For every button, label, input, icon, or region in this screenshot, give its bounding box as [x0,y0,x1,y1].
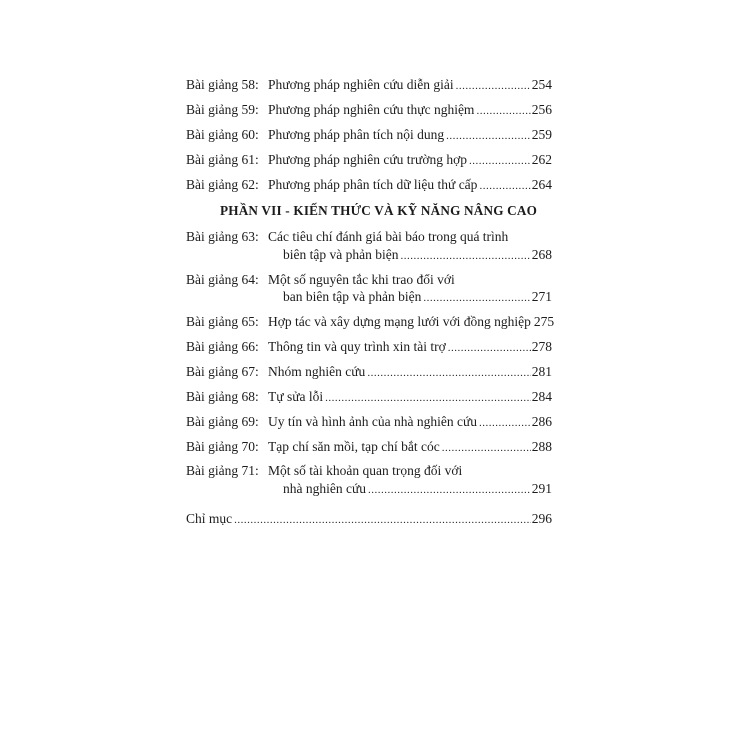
index-title: Chỉ mục [186,510,233,526]
dot-leader [366,482,531,500]
page-number: 284 [531,388,552,404]
lecture-label: Bài giảng 68: [186,388,259,404]
toc-entry-index [186,510,552,530]
lecture-title: Phương pháp nghiên cứu trường hợp [268,151,467,167]
toc-entry-63 [186,228,552,265]
lecture-title: Hợp tác và xây dựng mạng lưới với đồng nghiệp [268,314,531,330]
lecture-label: Bài giảng 62: [186,176,259,192]
dot-leader [421,290,530,308]
toc-entry-62 [186,176,552,196]
lecture-title: Phương pháp nghiên cứu diễn giải [268,77,454,92]
toc-entry-69 [186,413,552,433]
dot-leader [446,340,531,358]
dot-leader [323,390,531,408]
toc-entry-66 [186,338,552,358]
lecture-title: Uy tín và hình ảnh của nhà nghiên cứu [268,413,478,429]
toc-entry-68 [186,388,552,408]
page-number: 259 [531,126,552,142]
lecture-label: Bài giảng 65: [186,314,259,330]
page-number: 262 [531,151,552,167]
section-heading-part-7: PHẦN VII - KIẾN THỨC VÀ KỸ NĂNG NÂNG CAO [220,203,538,219]
lecture-title-line-1: Một số nguyên tắc khi trao đổi với [268,271,455,287]
dot-leader [398,248,530,266]
lecture-label: Bài giảng 66: [186,339,259,355]
lecture-title-line-2: ban biên tập và phản biện [283,289,422,305]
toc-entry-61 [186,151,552,171]
page-number: 264 [531,176,552,192]
lecture-title: Phương pháp nghiên cứu thực nghiệm [268,101,475,117]
lecture-label: Bài giảng 71: [186,463,259,479]
page-number: 296 [531,510,552,526]
dot-leader [232,512,531,530]
page-number: 288 [531,438,552,454]
table-of-contents [186,76,555,535]
lecture-title-line-1: Một số tài khoản quan trọng đối với [268,463,463,479]
page-number: 278 [531,339,552,355]
toc-entry-67 [186,363,552,383]
page-number: 271 [531,289,552,305]
lecture-title: Tự sửa lỗi [268,388,324,404]
lecture-title-line-1: Các tiêu chí đánh giá bài báo trong quá trình [268,229,509,245]
lecture-title-line-2: biên tập và phản biện [283,246,399,262]
lecture-label: Bài giảng 67: [186,363,259,379]
lecture-label: Bài giảng 58: [186,77,259,92]
page-number: 256 [531,101,552,117]
lecture-label: Bài giảng 64: [186,271,259,287]
lecture-title: Tạp chí săn mồi, tạp chí bắt cóc [268,438,440,454]
dot-leader [454,78,531,96]
toc-entry-71 [186,462,552,499]
toc-entry-64 [186,271,552,308]
dot-leader [477,415,531,433]
dot-leader [477,178,530,196]
page-number: 268 [531,246,552,262]
toc-entry-59 [186,101,552,121]
dot-leader [467,153,531,171]
lecture-title: Phương pháp phân tích dữ liệu thứ cấp [268,176,478,192]
toc-entry-70 [186,438,552,458]
lecture-label: Bài giảng 59: [186,101,259,117]
toc-entry-65 [186,313,555,333]
page-number: 286 [531,413,552,429]
dot-leader [440,440,531,458]
lecture-label: Bài giảng 70: [186,438,259,454]
page-number: 275 [533,314,555,330]
lecture-title: Phương pháp phân tích nội dung [268,126,445,142]
lecture-label: Bài giảng 60: [186,126,259,142]
lecture-title: Thông tin và quy trình xin tài trợ [268,339,446,355]
page-number: 254 [531,77,552,92]
page-number: 291 [531,481,552,497]
dot-leader [474,103,530,121]
dot-leader [365,365,530,383]
lecture-label: Bài giảng 61: [186,151,259,167]
lecture-label: Bài giảng 63: [186,229,259,245]
page-number: 281 [531,363,552,379]
toc-entry-60 [186,126,552,146]
dot-leader [444,128,531,146]
lecture-title: Nhóm nghiên cứu [268,363,366,379]
lecture-title-line-2: nhà nghiên cứu [283,481,367,497]
toc-entry-58 [186,76,552,96]
lecture-label: Bài giảng 69: [186,413,259,429]
